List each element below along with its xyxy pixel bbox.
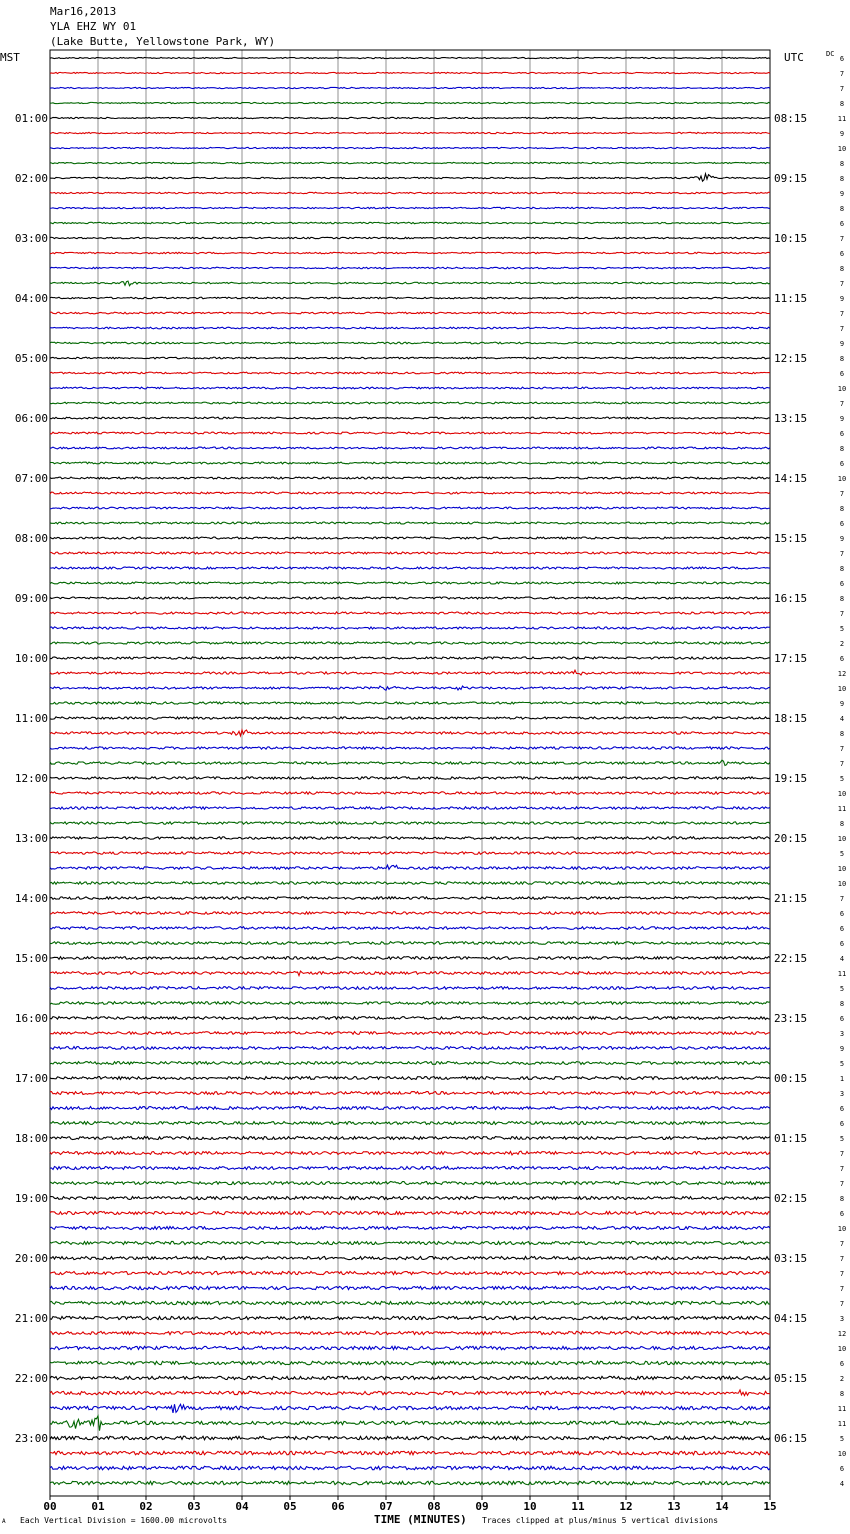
- dc-offset-value: 7: [839, 400, 845, 408]
- dc-offset-value: 8: [839, 160, 845, 168]
- left-hour-label: 05:00: [14, 352, 48, 365]
- left-hour-label: 19:00: [14, 1192, 48, 1205]
- x-tick-label: 00: [43, 1500, 57, 1513]
- trace-78: [50, 1226, 770, 1229]
- left-hour-label: 12:00: [14, 772, 48, 785]
- right-hour-label: 22:15: [774, 952, 808, 965]
- dc-offset-value: 6: [839, 925, 845, 933]
- trace-54: [50, 865, 770, 869]
- dc-offset-value: 7: [839, 325, 845, 333]
- dc-offset-value: 8: [839, 205, 845, 213]
- dc-offset-value: 5: [839, 850, 845, 858]
- right-timezone-label: UTC: [784, 51, 804, 64]
- x-tick-label: 08: [427, 1500, 441, 1513]
- dc-offset-value: 7: [839, 1150, 845, 1158]
- dc-offset-value: 7: [839, 1270, 845, 1278]
- left-hour-label: 11:00: [14, 712, 48, 725]
- dc-offset-value: 6: [839, 1120, 845, 1128]
- trace-19: [50, 342, 770, 344]
- dc-offset-value: 9: [839, 535, 845, 543]
- trace-5: [50, 132, 770, 133]
- trace-83: [50, 1301, 770, 1304]
- trace-68: [50, 1077, 770, 1080]
- trace-58: [50, 927, 770, 930]
- trace-18: [50, 327, 770, 329]
- x-tick-label: 12: [619, 1500, 633, 1513]
- trace-16: [50, 297, 770, 299]
- trace-81: [50, 1271, 770, 1274]
- trace-0: [50, 57, 770, 58]
- trace-70: [50, 1107, 770, 1110]
- trace-93: [50, 1451, 770, 1455]
- dc-offset-value: 8: [839, 505, 845, 513]
- dc-offset-value: 12: [837, 1330, 847, 1338]
- left-hour-label: 23:00: [14, 1432, 48, 1445]
- dc-offset-value: 6: [839, 1360, 845, 1368]
- dc-offset-value: 6: [839, 250, 845, 258]
- left-hour-label: 08:00: [14, 532, 48, 545]
- x-tick-label: 09: [475, 1500, 489, 1513]
- left-hour-label: 01:00: [14, 112, 48, 125]
- dc-offset-value: 6: [839, 655, 845, 663]
- left-hour-label: 02:00: [14, 172, 48, 185]
- dc-offset-value: 7: [839, 1180, 845, 1188]
- right-hour-label: 12:15: [774, 352, 808, 365]
- dc-offset-value: 6: [839, 55, 845, 63]
- x-tick-label: 04: [235, 1500, 249, 1513]
- trace-91: [50, 1416, 770, 1431]
- dc-offset-value: 8: [839, 1195, 845, 1203]
- trace-21: [50, 372, 770, 374]
- trace-35: [50, 582, 770, 584]
- dc-offset-value: 11: [837, 1420, 847, 1428]
- dc-offset-value: 11: [837, 970, 847, 978]
- left-hour-label: 13:00: [14, 832, 48, 845]
- dc-offset-value: 10: [837, 880, 847, 888]
- trace-36: [50, 597, 770, 599]
- dc-offset-value: 8: [839, 595, 845, 603]
- right-hour-label: 13:15: [774, 412, 808, 425]
- x-tick-label: 11: [571, 1500, 585, 1513]
- left-hour-label: 09:00: [14, 592, 48, 605]
- dc-offset-value: 10: [837, 685, 847, 693]
- dc-offset-value: 5: [839, 1135, 845, 1143]
- right-hour-label: 00:15: [774, 1072, 808, 1085]
- trace-15: [50, 281, 770, 286]
- left-hour-label: 18:00: [14, 1132, 48, 1145]
- station-location: (Lake Butte, Yellowstone Park, WY): [50, 35, 276, 48]
- trace-42: [50, 686, 770, 690]
- trace-49: [50, 792, 770, 794]
- trace-73: [50, 1151, 770, 1155]
- right-hour-label: 20:15: [774, 832, 808, 845]
- trace-8: [50, 174, 770, 181]
- trace-72: [50, 1137, 770, 1140]
- trace-64: [50, 1017, 770, 1020]
- trace-28: [50, 477, 770, 479]
- trace-43: [50, 702, 770, 704]
- dc-offset-value: 9: [839, 340, 845, 348]
- right-hour-label: 23:15: [774, 1012, 808, 1025]
- trace-82: [50, 1286, 770, 1289]
- dc-offset-value: 6: [839, 430, 845, 438]
- dc-offset-value: 9: [839, 1045, 845, 1053]
- x-tick-label: 05: [283, 1500, 297, 1513]
- dc-offset-value: 7: [839, 490, 845, 498]
- right-hour-label: 08:15: [774, 112, 808, 125]
- trace-2: [50, 87, 770, 88]
- dc-offset-value: 5: [839, 1060, 845, 1068]
- dc-label: DC: [826, 50, 835, 58]
- trace-86: [50, 1346, 770, 1349]
- trace-27: [50, 462, 770, 464]
- trace-71: [50, 1122, 770, 1125]
- trace-26: [50, 447, 770, 449]
- dc-offset-value: 10: [837, 1450, 847, 1458]
- trace-23: [50, 402, 770, 404]
- dc-offset-value: 7: [839, 1165, 845, 1173]
- right-hour-label: 11:15: [774, 292, 808, 305]
- trace-32: [50, 537, 770, 539]
- trace-65: [50, 1032, 770, 1035]
- dc-offset-value: 10: [837, 385, 847, 393]
- trace-63: [50, 1002, 770, 1005]
- dc-offset-value: 6: [839, 940, 845, 948]
- trace-34: [50, 567, 770, 569]
- dc-offset-value: 6: [839, 520, 845, 528]
- dc-offset-value: 1: [839, 1075, 845, 1083]
- trace-85: [50, 1331, 770, 1334]
- right-hour-label: 02:15: [774, 1192, 808, 1205]
- trace-11: [50, 222, 770, 223]
- dc-offset-value: 7: [839, 895, 845, 903]
- left-hour-label: 21:00: [14, 1312, 48, 1325]
- trace-62: [50, 987, 770, 990]
- dc-offset-value: 3: [839, 1090, 845, 1098]
- dc-offset-value: 7: [839, 85, 845, 93]
- trace-48: [50, 777, 770, 779]
- right-hour-label: 21:15: [774, 892, 808, 905]
- trace-50: [50, 807, 770, 809]
- dc-offset-value: 9: [839, 295, 845, 303]
- trace-95: [50, 1481, 770, 1485]
- dc-offset-value: 10: [837, 145, 847, 153]
- dc-offset-value: 11: [837, 805, 847, 813]
- dc-offset-value: 10: [837, 790, 847, 798]
- trace-59: [50, 942, 770, 945]
- right-hour-label: 16:15: [774, 592, 808, 605]
- dc-offset-value: 5: [839, 985, 845, 993]
- dc-offset-value: 8: [839, 565, 845, 573]
- trace-1: [50, 72, 770, 73]
- trace-33: [50, 552, 770, 554]
- axis-labels: [0, 50, 846, 1513]
- trace-94: [50, 1466, 770, 1470]
- x-tick-label: 06: [331, 1500, 345, 1513]
- trace-51: [50, 822, 770, 824]
- right-hour-label: 15:15: [774, 532, 808, 545]
- x-tick-label: 02: [139, 1500, 153, 1513]
- right-hour-label: 14:15: [774, 472, 808, 485]
- right-hour-label: 09:15: [774, 172, 808, 185]
- dc-offset-value: 8: [839, 175, 845, 183]
- dc-offset-value: 8: [839, 100, 845, 108]
- dc-offset-value: 7: [839, 1255, 845, 1263]
- dc-offset-value: 4: [839, 955, 845, 963]
- trace-67: [50, 1062, 770, 1065]
- clip-note: Traces clipped at plus/minus 5 vertical divisions: [482, 1516, 719, 1525]
- dc-offset-value: 4: [839, 715, 845, 723]
- left-hour-label: 22:00: [14, 1372, 48, 1385]
- dc-offset-value: 8: [839, 445, 845, 453]
- left-hour-label: 17:00: [14, 1072, 48, 1085]
- scale-note: Each Vertical Division = 1600.00 microvolts: [20, 1516, 228, 1525]
- trace-56: [50, 897, 770, 900]
- dc-offset-value: 8: [839, 355, 845, 363]
- trace-14: [50, 267, 770, 269]
- trace-25: [50, 432, 770, 434]
- trace-30: [50, 507, 770, 509]
- trace-87: [50, 1361, 770, 1364]
- trace-57: [50, 912, 770, 915]
- left-hour-label: 03:00: [14, 232, 48, 245]
- trace-6: [50, 147, 770, 148]
- dc-offset-value: 7: [839, 1240, 845, 1248]
- trace-24: [50, 417, 770, 419]
- dc-offset-value: 10: [837, 1225, 847, 1233]
- left-timezone-label: MST: [0, 51, 20, 64]
- dc-offset-value: 8: [839, 1390, 845, 1398]
- right-hour-label: 18:15: [774, 712, 808, 725]
- trace-79: [50, 1241, 770, 1244]
- dc-offset-value: 6: [839, 1105, 845, 1113]
- right-hour-label: 01:15: [774, 1132, 808, 1145]
- trace-47: [50, 760, 770, 765]
- dc-offset-value: 7: [839, 1285, 845, 1293]
- trace-41: [50, 670, 770, 675]
- trace-92: [50, 1436, 770, 1440]
- trace-31: [50, 522, 770, 524]
- right-hour-label: 19:15: [774, 772, 808, 785]
- trace-52: [50, 837, 770, 840]
- x-tick-label: 03: [187, 1500, 201, 1513]
- x-tick-label: 13: [667, 1500, 681, 1513]
- trace-69: [50, 1092, 770, 1095]
- trace-13: [50, 252, 770, 254]
- dc-offset-value: 9: [839, 190, 845, 198]
- trace-39: [50, 642, 770, 644]
- trace-53: [50, 852, 770, 855]
- dc-offset-value: 10: [837, 1345, 847, 1353]
- dc-offset-value: 11: [837, 115, 847, 123]
- dc-offset-value: 7: [839, 745, 845, 753]
- trace-75: [50, 1181, 770, 1184]
- dc-offset-value: 10: [837, 835, 847, 843]
- trace-90: [50, 1404, 770, 1413]
- dc-offset-value: 6: [839, 580, 845, 588]
- dc-offset-value: 7: [839, 310, 845, 318]
- station-code: YLA EHZ WY 01: [50, 20, 137, 33]
- trace-29: [50, 492, 770, 494]
- trace-22: [50, 387, 770, 389]
- right-hour-label: 17:15: [774, 652, 808, 665]
- dc-offset-value: 6: [839, 220, 845, 228]
- dc-offset-value: 7: [839, 235, 845, 243]
- trace-40: [50, 657, 770, 659]
- dc-offset-value: 9: [839, 130, 845, 138]
- trace-45: [50, 730, 770, 736]
- dc-offset-value: 7: [839, 1300, 845, 1308]
- dc-offset-value: 7: [839, 70, 845, 78]
- trace-74: [50, 1166, 770, 1169]
- trace-12: [50, 237, 770, 238]
- left-hour-label: 15:00: [14, 952, 48, 965]
- dc-offset-value: 10: [837, 865, 847, 873]
- dc-offset-value: 9: [839, 700, 845, 708]
- right-hour-label: 06:15: [774, 1432, 808, 1445]
- trace-7: [50, 162, 770, 163]
- dc-offset-value: 6: [839, 910, 845, 918]
- corner-mark: A: [2, 1518, 6, 1525]
- dc-offset-value: 3: [839, 1030, 845, 1038]
- x-tick-label: 01: [91, 1500, 105, 1513]
- dc-offset-value: 8: [839, 730, 845, 738]
- trace-61: [50, 971, 770, 976]
- x-tick-label: 14: [715, 1500, 729, 1513]
- trace-38: [50, 627, 770, 629]
- trace-17: [50, 312, 770, 314]
- left-hour-label: 20:00: [14, 1252, 48, 1265]
- dc-offset-value: 6: [839, 1210, 845, 1218]
- trace-60: [50, 957, 770, 960]
- dc-offset-value: 2: [839, 640, 845, 648]
- left-hour-label: 14:00: [14, 892, 48, 905]
- plot-date: Mar16,2013: [50, 5, 117, 18]
- dc-offset-value: 6: [839, 1465, 845, 1473]
- trace-37: [50, 612, 770, 614]
- dc-offset-value: 6: [839, 370, 845, 378]
- trace-84: [50, 1316, 770, 1319]
- right-hour-label: 05:15: [774, 1372, 808, 1385]
- dc-offset-value: 6: [839, 1015, 845, 1023]
- trace-9: [50, 192, 770, 193]
- trace-3: [50, 102, 770, 103]
- dc-offset-value: 7: [839, 280, 845, 288]
- trace-66: [50, 1047, 770, 1050]
- trace-46: [50, 747, 770, 749]
- x-axis-title: TIME (MINUTES): [374, 1513, 467, 1526]
- x-tick-label: 15: [763, 1500, 777, 1513]
- trace-55: [50, 882, 770, 885]
- trace-80: [50, 1256, 770, 1259]
- dc-offset-value: 5: [839, 625, 845, 633]
- dc-offset-value: 7: [839, 760, 845, 768]
- left-hour-label: 10:00: [14, 652, 48, 665]
- dc-offset-value: 2: [839, 1375, 845, 1383]
- left-hour-label: 06:00: [14, 412, 48, 425]
- dc-offset-value: 4: [839, 1480, 845, 1488]
- dc-offset-value: 6: [839, 460, 845, 468]
- trace-76: [50, 1196, 770, 1199]
- dc-offset-value: 5: [839, 775, 845, 783]
- trace-4: [50, 117, 770, 118]
- dc-offset-value: 8: [839, 265, 845, 273]
- dc-offset-value: 7: [839, 610, 845, 618]
- right-hour-label: 04:15: [774, 1312, 808, 1325]
- dc-offset-value: 10: [837, 475, 847, 483]
- trace-88: [50, 1376, 770, 1379]
- dc-offset-value: 11: [837, 1405, 847, 1413]
- dc-offset-value: 7: [839, 550, 845, 558]
- trace-20: [50, 357, 770, 359]
- dc-offset-value: 3: [839, 1315, 845, 1323]
- dc-offset-value: 12: [837, 670, 847, 678]
- left-hour-label: 16:00: [14, 1012, 48, 1025]
- trace-10: [50, 207, 770, 208]
- dc-offset-value: 8: [839, 1000, 845, 1008]
- trace-44: [50, 717, 770, 719]
- dc-offset-value: 5: [839, 1435, 845, 1443]
- left-hour-label: 04:00: [14, 292, 48, 305]
- dc-offset-value: 8: [839, 820, 845, 828]
- x-tick-label: 07: [379, 1500, 393, 1513]
- trace-77: [50, 1211, 770, 1214]
- x-tick-label: 10: [523, 1500, 537, 1513]
- right-hour-label: 03:15: [774, 1252, 808, 1265]
- seismic-traces: [50, 57, 770, 1484]
- left-hour-label: 07:00: [14, 472, 48, 485]
- trace-89: [50, 1390, 770, 1396]
- dc-offset-value: 9: [839, 415, 845, 423]
- right-hour-label: 10:15: [774, 232, 808, 245]
